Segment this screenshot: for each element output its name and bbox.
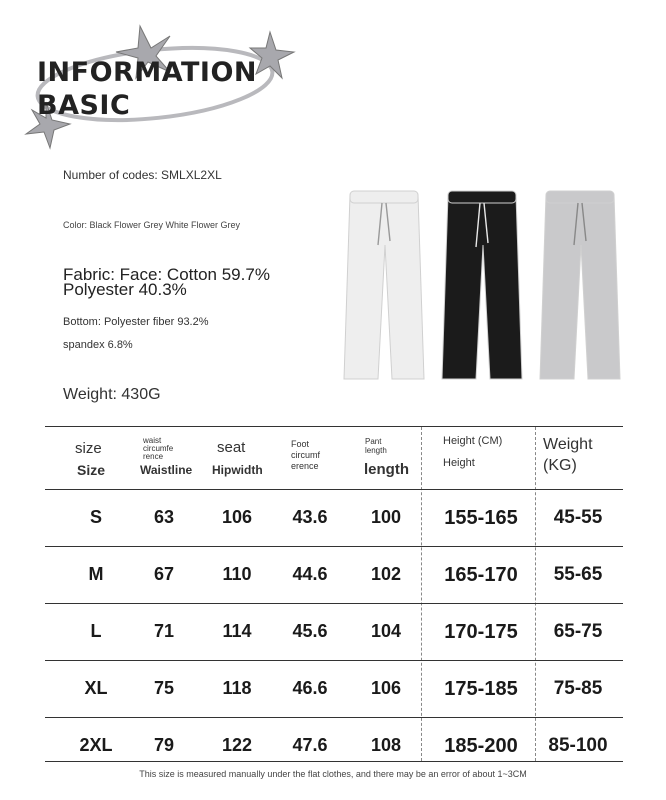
header-seat-top: seat (217, 439, 246, 456)
table-cell-seat: 110 (222, 564, 252, 584)
color-text: Color: Black Flower Grey White Flower Grey (63, 220, 241, 230)
table-cell-height: 170-175 (444, 621, 518, 643)
header-foot-circumference: Foot circumf erence (291, 439, 320, 471)
table-cell-length: 104 (370, 621, 402, 641)
table-cell-height: 155-165 (444, 507, 518, 529)
codes-text: Number of codes: SMLXL2XL (63, 168, 222, 182)
table-cell-size: M (88, 564, 104, 584)
pants-product-image (338, 185, 628, 385)
table-cell-height: 185-200 (444, 735, 518, 757)
table-cell-seat: 114 (222, 621, 252, 641)
table-cell-weight: 75-85 (553, 678, 603, 699)
row-divider (45, 489, 623, 490)
header-height: Height (443, 457, 475, 469)
table-cell-waist: 71 (153, 621, 175, 641)
table-cell-height: 165-170 (444, 564, 518, 586)
table-cell-length: 102 (370, 564, 402, 584)
table-cell-size: L (90, 621, 102, 641)
table-cell-length: 100 (370, 507, 402, 527)
table-cell-foot: 45.6 (292, 621, 328, 641)
table-cell-size: XL (84, 678, 108, 698)
table-cell-weight: 55-65 (553, 564, 603, 585)
header-weight-unit: (KG) (543, 457, 577, 474)
header-waist-top: waist circumfe rence (143, 436, 174, 461)
table-cell-length: 108 (370, 735, 402, 755)
spandex-text: spandex 6.8% (63, 339, 133, 351)
table-cell-height: 175-185 (444, 678, 518, 700)
column-divider (535, 427, 536, 761)
logo-title-line2: BASIC (37, 90, 131, 121)
logo-title-line1: INFORMATION (37, 57, 258, 88)
header-length-top: Pant length (365, 437, 387, 455)
table-cell-weight: 85-100 (548, 735, 608, 756)
table-cell-weight: 45-55 (553, 507, 603, 528)
size-chart-table (45, 426, 623, 762)
bottom-fabric-text: Bottom: Polyester fiber 93.2% (63, 316, 209, 328)
table-cell-weight: 65-75 (553, 621, 603, 642)
header-height-top: Height (CM) (443, 435, 503, 447)
table-cell-waist: 79 (153, 735, 175, 755)
black-pants-image (436, 185, 528, 381)
header-size-top: size (75, 440, 102, 457)
table-cell-waist: 63 (153, 507, 175, 527)
row-divider (45, 717, 623, 718)
header-hipwidth: Hipwidth (212, 463, 263, 477)
table-cell-foot: 46.6 (292, 678, 328, 698)
table-cell-seat: 118 (222, 678, 252, 698)
header-weight-top: Weight (543, 436, 593, 453)
row-divider (45, 546, 623, 547)
table-cell-size: 2XL (79, 735, 113, 755)
table-cell-length: 106 (370, 678, 402, 698)
table-cell-size: S (89, 507, 102, 527)
weight-text: Weight: 430G (63, 386, 161, 403)
table-cell-waist: 75 (153, 678, 175, 698)
measurement-note: This size is measured manually under the flat clothes, and there may be an error of about 1~3CM (139, 769, 527, 779)
row-divider (45, 603, 623, 604)
table-cell-seat: 106 (221, 507, 253, 527)
header-waistline: Waistline (140, 463, 193, 477)
header-length: length (364, 461, 409, 478)
table-cell-foot: 43.6 (292, 507, 328, 527)
grey-pants-image (534, 185, 626, 381)
white-pants-image (338, 185, 430, 381)
table-cell-waist: 67 (153, 564, 175, 584)
row-divider (45, 660, 623, 661)
table-cell-foot: 44.6 (292, 564, 328, 584)
header-size: Size (77, 462, 106, 478)
brand-logo (20, 22, 300, 152)
fabric-text: Fabric: Face: Cotton 59.7% Polyester 40.3% (63, 265, 270, 299)
column-divider (421, 427, 422, 761)
table-cell-foot: 47.6 (292, 735, 328, 755)
table-cell-seat: 122 (221, 735, 253, 755)
